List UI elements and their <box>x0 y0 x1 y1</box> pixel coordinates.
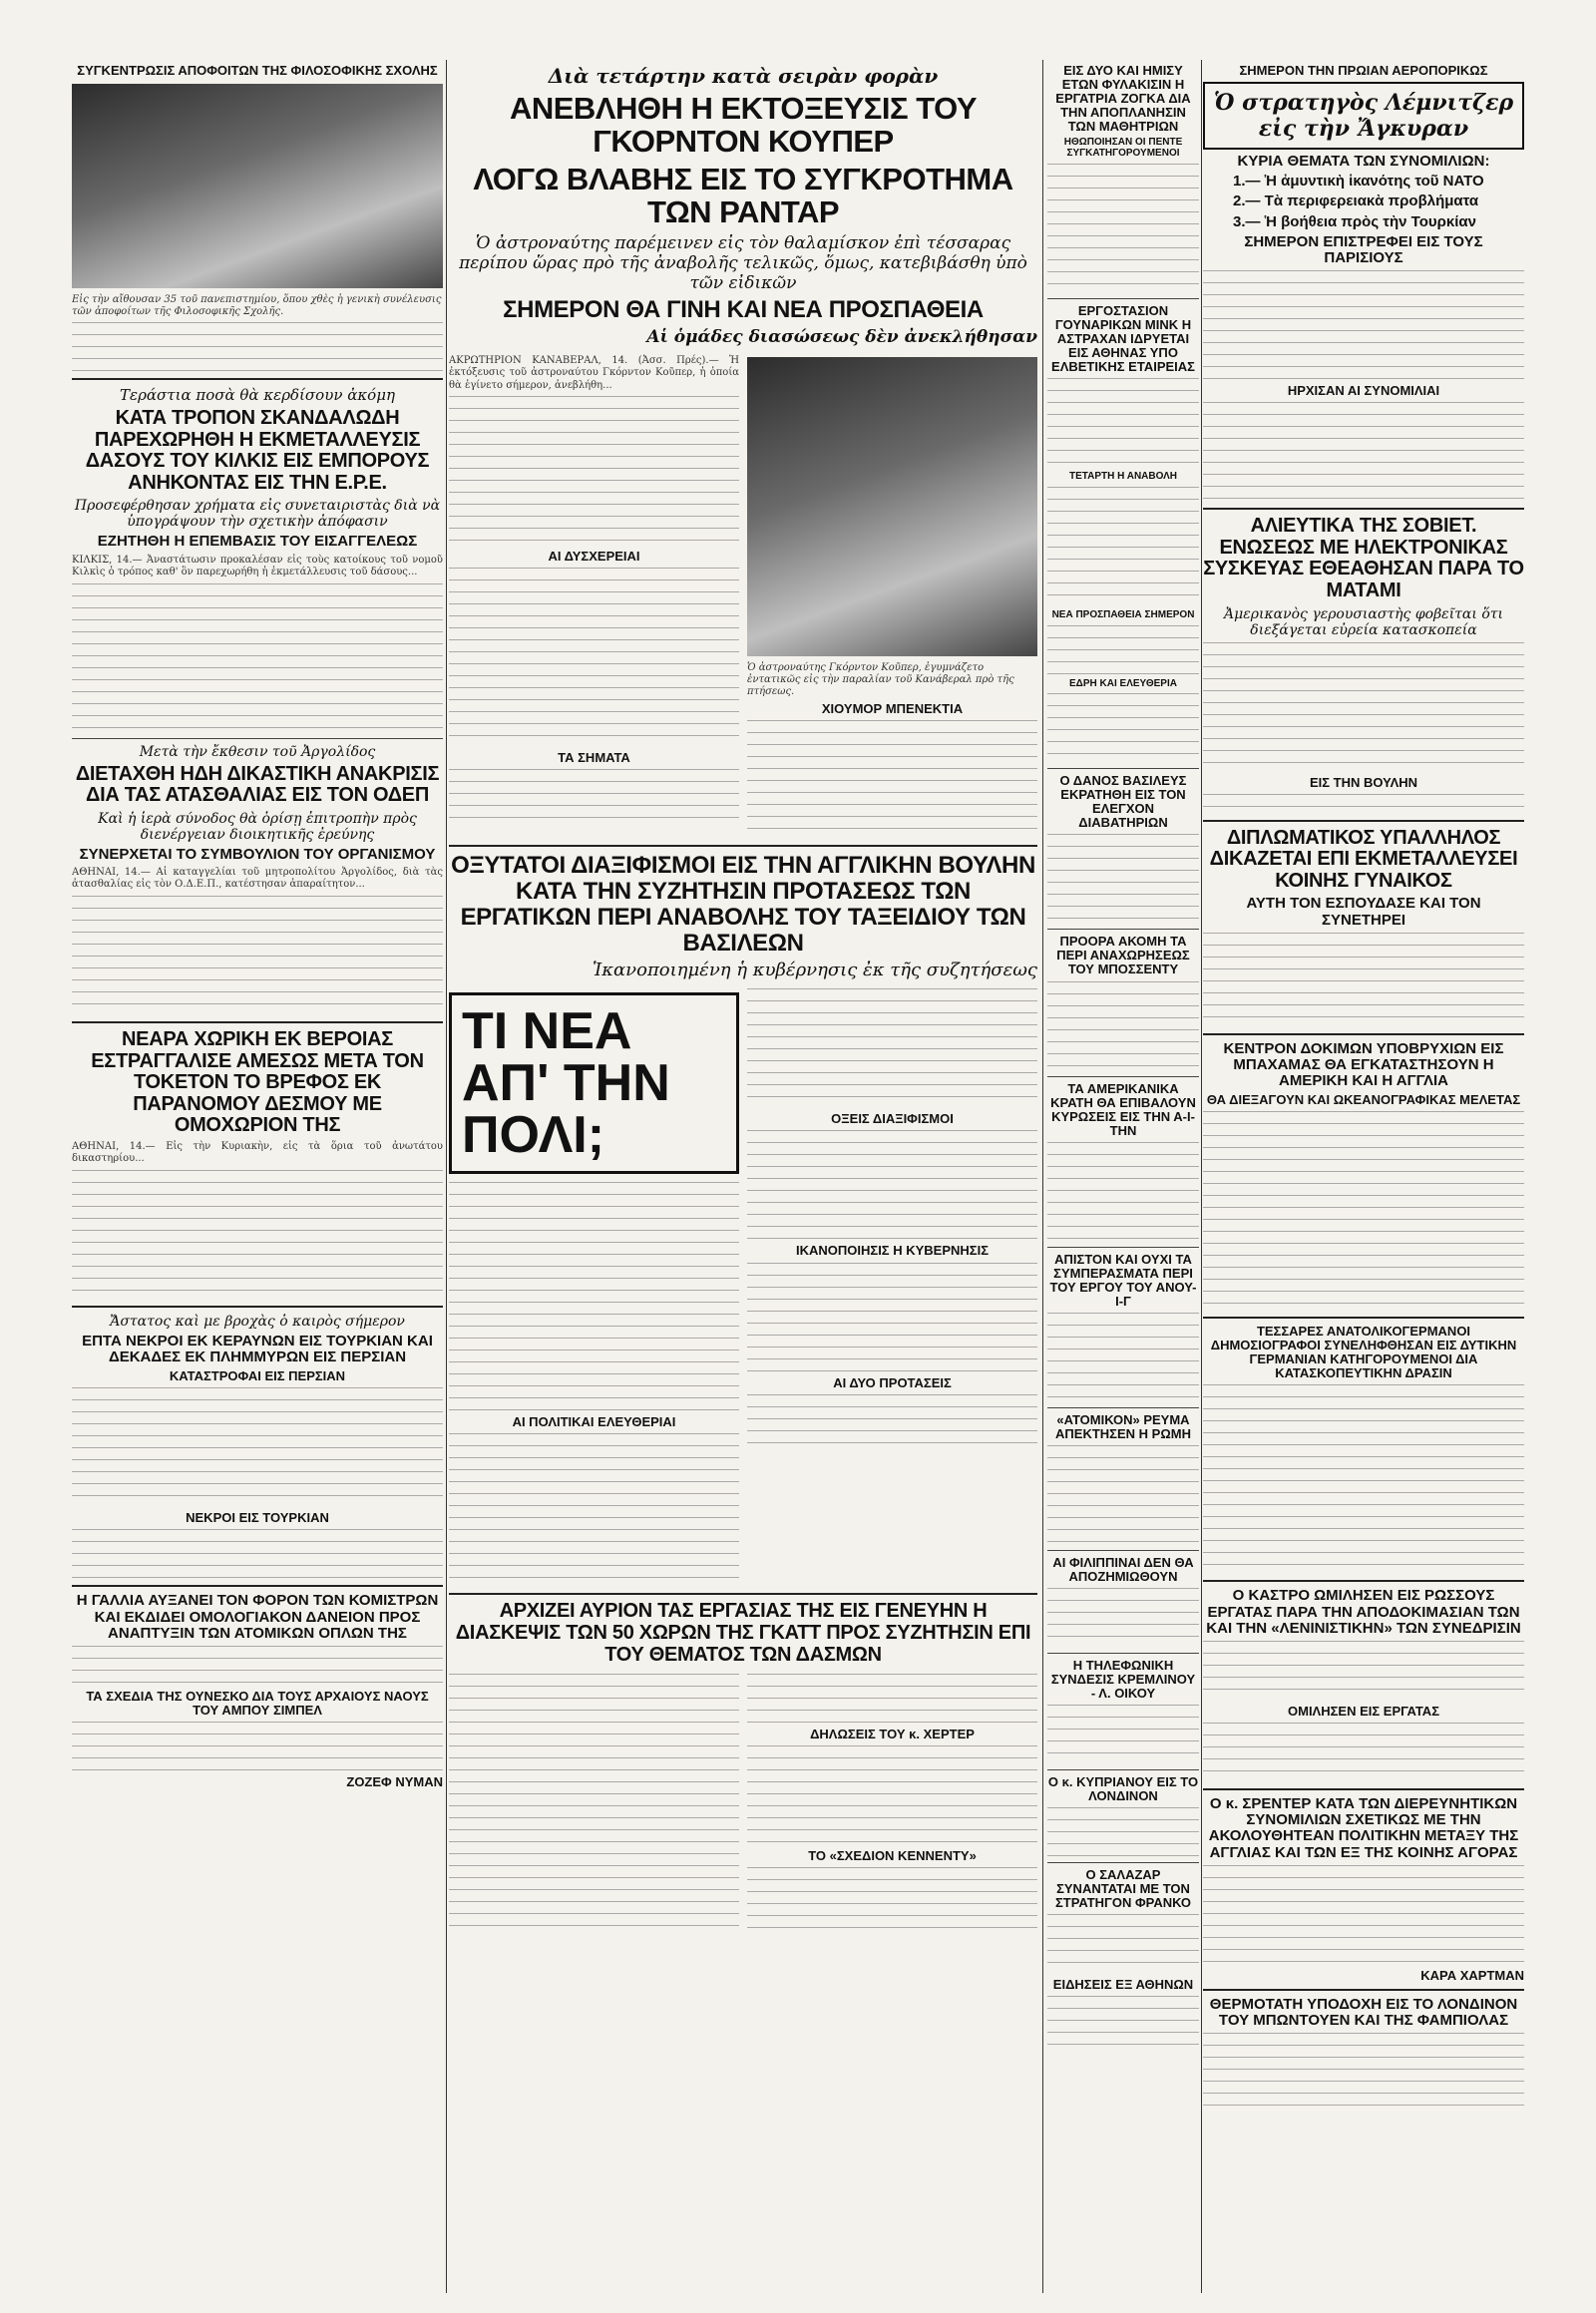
article-text <box>449 1433 739 1583</box>
headline: ΚΕΝΤΡΟΝ ΔΟΚΙΜΩΝ ΥΠΟΒΡΥΧΙΩΝ ΕΙΣ ΜΠΑΧΑΜΑΣ ΘΑ ΕΓΚΑΤΑΣΤΗΣΟΥΝ Η ΑΜΕΡΙΚΗ ΚΑΙ Η ΑΓΓΛΙΑ <box>1223 1039 1504 1090</box>
headline: Η ΤΗΛΕΦΩΝΙΚΗ ΣΥΝΔΕΣΙΣ ΚΡΕΜΛΙΝΟΥ - Λ. ΟΙΚΟΥ <box>1050 1657 1196 1701</box>
article-text <box>747 988 1037 1108</box>
byline: ΚΑΡΑ ΧΑΡΤΜΑΝ <box>1420 1967 1524 1983</box>
headline: ΣΗΜΕΡΟΝ ΕΠΙΣΤΡΕΦΕΙ ΕΙΣ ΤΟΥΣ ΠΑΡΙΣΙΟΥΣ <box>1244 232 1483 266</box>
headline: ΔΙΠΛΩΜΑΤΙΚΟΣ ΥΠΑΛΛΗΛΟΣ ΔΙΚΑΖΕΤΑΙ ΕΠΙ ΕΚΜΕΤΑΛΛΕΥΣΕΙ ΚΟΙΝΗΣ ΓΥΝΑΙΚΟΣ <box>1209 826 1518 892</box>
section-heading: ΙΚΑΝΟΠΟΙΗΣΙΣ Η ΚΥΒΕΡΝΗΣΙΣ <box>796 1243 989 1259</box>
kicker: ΣΗΜΕΡΟΝ ΤΗΝ ΠΡΩΙΑΝ ΑΕΡΟΠΟΡΙΚΩΣ <box>1239 63 1488 78</box>
text-column <box>747 984 1037 1587</box>
article-text <box>1047 625 1199 675</box>
article-text: ΑΘΗΝΑΙ, 14.— Αἱ καταγγελίαι τοῦ μητροπολίτου Ἀργολίδος, διὰ τὰς ἀτασθαλίας εἰς τὸν Ο.Δ.Ε.Π., κατέστησαν ἀπαραίτητον... <box>72 866 443 891</box>
article-text <box>72 322 443 372</box>
headline: ΚΑΤΑ ΤΡΟΠΟΝ ΣΚΑΝΔΑΛΩΔΗ ΠΑΡΕΧΩΡΗΘΗ Η ΕΚΜΕΤΑΛΛΕΥΣΙΣ ΔΑΣΟΥΣ ΤΟΥ ΚΙΛΚΙΣ ΕΙΣ ΕΜΠΟΡΟΥΣ ΑΝΗΚΟΝΤΑΣ ΕΙΣ ΤΗΝ Ε.Ρ.Ε. <box>85 407 430 494</box>
article-text <box>1203 642 1524 772</box>
column-rule <box>1042 60 1043 2293</box>
headline: ΝΕΑΡΑ ΧΩΡΙΚΗ ΕΚ ΒΕΡΟΙΑΣ ΕΣΤΡΑΓΓΑΛΙΣΕ ΑΜΕΣΩΣ ΜΕΤΑ ΤΟΝ ΤΟΚΕΤΟΝ ΤΟ ΒΡΕΦΟΣ ΕΚ ΠΑΡΑΝΟΜΟΥ ΔΕΣΜΟΥ ΜΕ ΟΜΟΧΩΡΙΟΝ ΤΗΣ <box>91 1027 424 1137</box>
headline-2: ΑΥΤΗ ΤΟΝ ΕΣΠΟΥΔΑΣΕ ΚΑΙ ΤΟΝ ΣΥΝΕΤΗΡΕΙ <box>1246 895 1481 929</box>
kicker: Διὰ τετάρτην κατὰ σειρὰν φορὰν <box>548 64 939 88</box>
photo-caption: Εἰς τὴν αἴθουσαν 35 τοῦ πανεπιστημίου, ὅπου χθὲς ἡ γενικὴ συνέλευσις τῶν ἀποφοίτων τῆς Φιλοσοφικῆς Σχολῆς. <box>72 294 442 318</box>
article-text <box>1203 270 1524 380</box>
article-text <box>1203 794 1524 814</box>
kicker: Αἱ ὁμάδες διασώσεως δὲν ἀνεκλήθησαν <box>646 326 1037 347</box>
column-3 <box>1047 60 1199 2293</box>
article-text <box>1203 1865 1524 1965</box>
headline: Ο κ. ΣΡΕΝΤΕΡ ΚΑΤΑ ΤΩΝ ΔΙΕΡΕΥΝΗΤΙΚΩΝ ΣΥΝΟΜΙΛΙΩΝ ΣΧΕΤΙΚΩΣ ΜΕ ΤΗΝ ΑΚΟΛΟΥΘΗΤΕΑΝ ΠΟΛΙΤΙΚΗΝ ΜΕΤΑΞΥ ΤΗΣ ΑΓΓΛΙΑΣ ΚΑΙ ΤΩΝ ΕΞ ΤΗΣ ΚΟΙΝΗΣ ΑΓΟΡΑΣ <box>1208 1795 1519 1861</box>
subheadline: Προσεφέρθησαν χρήματα εἰς συνεταιριστὰς διὰ νὰ ὑπογράψουν τὴν σχετικὴν ἀπόφασιν <box>74 498 441 531</box>
text-column <box>449 984 739 1587</box>
headline: Ο κ. ΚΥΠΡΙΑΝΟΥ ΕΙΣ ΤΟ ΛΟΝΔΙΝΟΝ <box>1047 1773 1199 1804</box>
headline: Ο ΚΑΣΤΡΟ ΩΜΙΛΗΣΕΝ ΕΙΣ ΡΩΣΣΟΥΣ ΕΡΓΑΤΑΣ ΠΑΡΑ ΤΗΝ ΑΠΟΔΟΚΙΜΑΣΙΑΝ ΤΩΝ ΚΑΙ ΤΗΝ «ΛΕΝΙΝΙΣΤΙΚΗΝ» ΤΩΝ ΣΥΝΕΔΡΙΣΙΝ <box>1206 1587 1521 1637</box>
article-text <box>1203 1723 1524 1782</box>
article-text <box>72 583 443 733</box>
headline: ΑΛΙΕΥΤΙΚΑ ΤΗΣ ΣΟΒΙΕΤ. ΕΝΩΣΕΩΣ ΜΕ ΗΛΕΚΤΡΟΝΙΚΑΣ ΣΥΣΚΕΥΑΣ ΕΘΕΑΘΗΣΑΝ ΠΑΡΑ ΤΟ ΜΑΤΑΜΙ <box>1203 515 1524 601</box>
headline: ΕΖΗΤΗΘΗ Η ΕΠΕΜΒΑΣΙΣ ΤΟΥ ΕΙΣΑΓΓΕΛΕΩΣ <box>97 533 418 551</box>
feature-title: ΤΙ ΝΕΑ ΑΠ' ΤΗΝ ΠΟΛΙ; <box>462 1002 670 1165</box>
section-heading: ΑΙ ΔΥΟ ΠΡΟΤΑΣΕΙΣ <box>833 1374 952 1390</box>
section-heading: ΤΕΤΑΡΤΗ Η ΑΝΑΒΟΛΗ <box>1068 470 1178 482</box>
article-text <box>747 1867 1037 1937</box>
article-text <box>1047 834 1199 924</box>
column-4 <box>1203 60 1524 2293</box>
subheadline: Ἀμερικανὸς γερουσιαστὴς φοβεῖται ὅτι διεξάγεται εὐρεία κατασκοπεία <box>1224 605 1503 638</box>
article-text <box>747 1263 1037 1372</box>
headline-frame <box>1203 82 1524 150</box>
subheadline: Ἱκανοποιημένη ἡ κυβέρνησις ἐκ τῆς συζητήσεως <box>593 960 1037 981</box>
headline: Ὁ στρατηγὸς Λέμνιτζερ εἰς τὴν Ἄγκυραν <box>1213 90 1514 143</box>
headline: ΤΕΣΣΑΡΕΣ ΑΝΑΤΟΛΙΚΟΓΕΡΜΑΝΟΙ ΔΗΜΟΣΙΟΓΡΑΦΟΙ ΣΥΝΕΛΗΦΘΗΣΑΝ ΕΙΣ ΔΥΤΙΚΗΝ ΓΕΡΜΑΝΙΑΝ ΚΑΤΗΓΟΡΟΥΜΕΝΟΙ ΔΙΑ ΚΑΤΑΣΚΟΠΕΥΤΙΚΗΝ ΔΡΑΣΙΝ <box>1210 1324 1517 1381</box>
article-text <box>72 1646 443 1686</box>
article-text <box>1047 378 1199 468</box>
headline: «ΑΤΟΜΙΚΟΝ» ΡΕΥΜΑ ΑΠΕΚΤΗΣΕΝ Η ΡΩΜΗ <box>1055 1411 1191 1441</box>
headline: ΣΥΝΕΡΧΕΤΑΙ ΤΟ ΣΥΜΒΟΥΛΙΟΝ ΤΟΥ ΟΡΓΑΝΙΣΜΟΥ <box>79 845 436 863</box>
text-column <box>747 1670 1037 1941</box>
section-heading: ΕΙΣ ΤΗΝ ΒΟΥΛΗΝ <box>1309 774 1418 790</box>
column-2 <box>449 60 1037 2293</box>
article-text <box>1203 1384 1524 1574</box>
article-text <box>1203 402 1524 502</box>
article-text <box>1203 1111 1524 1311</box>
headline: ΑΙ ΦΙΛΙΠΠΙΝΑΙ ΔΕΝ ΘΑ ΑΠΟΖΗΜΙΩΘΟΥΝ <box>1052 1554 1194 1584</box>
list-heading: ΚΥΡΙΑ ΘΕΜΑΤΑ ΤΩΝ ΣΥΝΟΜΙΛΙΩΝ: <box>1237 153 1490 171</box>
text-column <box>449 351 739 839</box>
section-heading: ΤΟ «ΣΧΕΔΙΟΝ ΚΕΝΝΕΝΤΥ» <box>808 1848 977 1864</box>
feature-box <box>449 992 739 1174</box>
article-text <box>1203 1641 1524 1701</box>
section-heading: ΟΞΕΙΣ ΔΙΑΞΙΦΙΣΜΟΙ <box>831 1111 954 1127</box>
kicker: ΗΘΩΠΟΙΗΣΑΝ ΟΙ ΠΕΝΤΕ ΣΥΓΚΑΤΗΓΟΡΟΥΜΕΝΟΙ <box>1063 137 1183 159</box>
section-heading: ΔΗΛΩΣΕΙΣ ΤΟΥ κ. ΧΕΡΤΕΡ <box>810 1727 975 1742</box>
column-1 <box>72 60 443 2293</box>
text-column <box>747 351 1037 839</box>
article-text <box>1047 1996 1199 2056</box>
photo-caption: Ὁ ἀστροναύτης Γκόρντον Κοῦπερ, ἐγυμνάζετο ἐντατικῶς εἰς τὴν παραλίαν τοῦ Κανάβεραλ πρὸ τῆς πτήσεως. <box>747 661 1014 697</box>
article-text: ΑΘΗΝΑΙ, 14.— Εἰς τὴν Κυριακὴν, εἰς τὰ ὅρια τοῦ ἀνωτάτου δικαστηρίου... <box>72 1140 443 1165</box>
headline: ΕΙΣ ΔΥΟ ΚΑΙ ΗΜΙΣΥ ΕΤΩΝ ΦΥΛΑΚΙΣΙΝ Η ΕΡΓΑΤΡΙΑ ΖΟΓΚΑ ΔΙΑ ΤΗΝ ΑΠΟΠΛΑΝΗΣΙΝ ΤΩΝ ΜΑΘΗΤΡΙΩΝ <box>1055 63 1191 135</box>
article-text <box>1047 693 1199 763</box>
list-item: 3.— Ἡ βοήθεια πρὸς τὴν Τουρκίαν <box>1233 212 1476 230</box>
section-heading: ΤΑ ΣΗΜΑΤΑ <box>558 750 630 766</box>
headline-2: ΘΑ ΔΙΕΞΑΓΟΥΝ ΚΑΙ ΩΚΕΑΝΟΓΡΑΦΙΚΑΣ ΜΕΛΕΤΑΣ <box>1206 1092 1521 1108</box>
article-text <box>72 1170 443 1300</box>
photo-astronaut <box>747 357 1037 656</box>
text-column <box>449 1670 739 1941</box>
article-text <box>747 1130 1037 1240</box>
article-text <box>747 1674 1037 1724</box>
headline: ΑΡΧΙΖΕΙ ΑΥΡΙΟΝ ΤΑΣ ΕΡΓΑΣΙΑΣ ΤΗΣ ΕΙΣ ΓΕΝΕΥΗΝ Η ΔΙΑΣΚΕΨΙΣ ΤΩΝ 50 ΧΩΡΩΝ ΤΗΣ ΓΚΑΤΤ ΠΡΟΣ ΣΥΖΗΤΗΣΙΝ ΕΠΙ ΤΟΥ ΘΕΜΑΤΟΣ ΤΩΝ ΔΑΣΜΩΝ <box>455 1600 1031 1666</box>
article-text <box>1047 1588 1199 1648</box>
section-heading: ΑΙ ΠΟΛΙΤΙΚΑΙ ΕΛΕΥΘΕΡΙΑΙ <box>512 1414 676 1430</box>
article-text <box>1203 2033 1524 2113</box>
photo-audience <box>72 84 443 288</box>
article-text <box>449 568 739 747</box>
list-item: 1.— Ἡ ἀμυντικὴ ἱκανότης τοῦ ΝΑΤΟ <box>1233 173 1484 191</box>
article-text <box>72 896 443 1015</box>
headline: ΤΑ ΑΜΕΡΙΚΑΝΙΚΑ ΚΡΑΤΗ ΘΑ ΕΠΙΒΑΛΟΥΝ ΚΥΡΩΣΕΙΣ ΕΙΣ ΤΗΝ Α-Ι-ΤΗΝ <box>1050 1080 1196 1138</box>
article-text <box>72 1529 443 1579</box>
article-text <box>1047 1914 1199 1974</box>
headline: Ο ΔΑΝΟΣ ΒΑΣΙΛΕΥΣ ΕΚΡΑΤΗΘΗ ΕΙΣ ΤΟΝ ΕΛΕΓΧΟΝ ΔΙΑΒΑΤΗΡΙΩΝ <box>1059 773 1187 831</box>
headline: ΣΗΜΕΡΟΝ ΘΑ ΓΙΝΗ ΚΑΙ ΝΕΑ ΠΡΟΣΠΑΘΕΙΑ <box>503 295 984 323</box>
story-body <box>449 1670 1037 1941</box>
column-rule <box>446 60 447 2293</box>
article-text <box>747 1745 1037 1845</box>
section-heading: ΕΔΡΗ ΚΑΙ ΕΛΕΥΘΕΡΙΑ <box>1069 677 1177 689</box>
headline: ΘΕΡΜΟΤΑΤΗ ΥΠΟΔΟΧΗ ΕΙΣ ΤΟ ΛΟΝΔΙΝΟΝ ΤΟΥ ΜΠΩΝΤΟΥΕΝ ΚΑΙ ΤΗΣ ΦΑΜΠΙΟΛΑΣ <box>1209 1995 1518 2030</box>
article-text <box>72 1387 443 1507</box>
section-heading: ΝΕΑ ΠΡΟΣΠΑΘΕΙΑ ΣΗΜΕΡΟΝ <box>1051 608 1195 620</box>
section-heading: ΟΜΙΛΗΣΕΝ ΕΙΣ ΕΡΓΑΤΑΣ <box>1288 1704 1439 1720</box>
story-body <box>449 351 1037 839</box>
article-text: ΚΙΛΚΙΣ, 14.— Ἀναστάτωσιν προκαλέσαν εἰς τοὺς κατοίκους τοῦ νομοῦ Κιλκὶς ὁ τρόπος καθ' ὃν παρεχωρήθη ἡ ἐκμετάλλευσις τοῦ δάσους... <box>72 554 443 578</box>
article-text <box>747 720 1037 835</box>
headline: Η ΓΑΛΛΙΑ ΑΥΞΑΝΕΙ ΤΟΝ ΦΟΡΟΝ ΤΩΝ ΚΟΜΙΣΤΡΩΝ ΚΑΙ ΕΚΔΙΔΕΙ ΟΜΟΛΟΓΙΑΚΟΝ ΔΑΝΕΙΟΝ ΠΡΟΣ ΑΝΑΠΤΥΞΙΝ ΤΩΝ ΑΤΟΜΙΚΩΝ ΟΠΛΩΝ ΤΗΣ <box>76 1592 439 1642</box>
headline: ΑΠΙΣΤΟΝ ΚΑΙ ΟΥΧΙ ΤΑ ΣΥΜΠΕΡΑΣΜΑΤΑ ΠΕΡΙ ΤΟΥ ΕΡΓΟΥ ΤΟΥ ΑΝΟΥ-Ι-Γ <box>1049 1251 1197 1309</box>
headline: ΠΡΟΟΡΑ ΑΚΟΜΗ ΤΑ ΠΕΡΙ ΑΝΑΧΩΡΗΣΕΩΣ ΤΟΥ ΜΠΟΣΣΕΝΤΥ <box>1056 934 1190 977</box>
article-text <box>1047 1142 1199 1242</box>
article-text <box>1047 1705 1199 1764</box>
headline: ΕΡΓΟΣΤΑΣΙΟΝ ΓΟΥΝΑΡΙΚΩΝ ΜΙΝΚ Η ΑΣΤΡΑΧΑΝ ΙΔΡΥΕΤΑΙ ΕΙΣ ΑΘΗΝΑΣ ΥΠΟ ΕΛΒΕΤΙΚΗΣ ΕΤΑΙΡΕΙΑΣ <box>1051 302 1195 374</box>
section-heading: ΤΑ ΣΧΕΔΙΑ ΤΗΣ ΟΥΝΕΣΚΟ ΔΙΑ ΤΟΥΣ ΑΡΧΑΙΟΥΣ ΝΑΟΥΣ ΤΟΥ ΑΜΠΟΥ ΣΙΜΠΕΛ <box>86 1688 429 1718</box>
article-text <box>449 1674 739 1933</box>
section-heading: ΝΕΚΡΟΙ ΕΙΣ ΤΟΥΡΚΙΑΝ <box>186 1510 329 1526</box>
headline: ΣΥΓΚΕΝΤΡΩΣΙΣ ΑΠΟΦΟΙΤΩΝ ΤΗΣ ΦΙΛΟΣΟΦΙΚΗΣ ΣΧΟΛΗΣ <box>77 63 438 78</box>
kicker: Τεράστια ποσὰ θὰ κερδίσουν ἀκόμη <box>120 386 395 405</box>
main-headline: ΑΝΕΒΛΗΘΗ Η ΕΚΤΟΞΕΥΣΙΣ ΤΟΥ ΓΚΟΡΝΤΟΝ ΚΟΥΠΕΡ <box>509 91 978 160</box>
article-text <box>747 1394 1037 1454</box>
story-body <box>449 984 1037 1587</box>
byline: ΖΟΖΕΦ ΝΥΜΑΝ <box>346 1774 443 1789</box>
article-text <box>449 1182 739 1411</box>
article-text: ΑΚΡΩΤΗΡΙΟΝ ΚΑΝΑΒΕΡΑΛ, 14. (Ἀσσ. Πρές).— Ἡ ἐκτόξευσις τοῦ ἀστροναύτου Γκόρντον Κοῦπερ, ἡ ὁποία θὰ ἐγίνετο σήμερον, ἀνεβλήθη... <box>449 354 739 391</box>
article-text <box>1047 1313 1199 1402</box>
kicker: Ἄστατος καὶ με βροχὰς ὁ καιρὸς σήμερον <box>110 1313 405 1330</box>
headline: ΔΙΕΤΑΧΘΗ ΗΔΗ ΔΙΚΑΣΤΙΚΗ ΑΝΑΚΡΙΣΙΣ ΔΙΑ ΤΑΣ ΑΤΑΣΘΑΛΙΑΣ ΕΙΣ ΤΟΝ ΟΔΕΠ <box>75 762 440 807</box>
section-heading: ΗΡΧΙΣΑΝ ΑΙ ΣΥΝΟΜΙΛΙΑΙ <box>1287 383 1440 399</box>
article-text <box>1047 981 1199 1071</box>
article-text <box>449 396 739 546</box>
section-heading: ΧΙΟΥΜΟΡ ΜΠΕΝΕΚΤΙΑ <box>821 700 964 716</box>
list-item: 2.— Τὰ περιφερειακὰ προβλήματα <box>1233 193 1479 210</box>
article-text <box>1047 1807 1199 1857</box>
article-text <box>1047 164 1199 293</box>
section-heading: ΑΙ ΔΥΣΧΕΡΕΙΑΙ <box>548 549 640 565</box>
subheadline: Καὶ ἡ ἱερὰ σύνοδος θὰ ὁρίσῃ ἐπιτροπὴν πρὸς διενέργειαν διοικητικῆς ἐρεύνης <box>98 810 417 843</box>
headline: Ο ΣΑΛΑΖΑΡ ΣΥΝΑΝΤΑΤΑΙ ΜΕ ΤΟΝ ΣΤΡΑΤΗΓΟΝ ΦΡΑΝΚΟ <box>1054 1867 1192 1911</box>
headline: ΕΙΔΗΣΕΙΣ ΕΞ ΑΘΗΝΩΝ <box>1052 1977 1194 1993</box>
article-text <box>449 769 739 829</box>
article-text <box>72 1722 443 1771</box>
article-text <box>1047 487 1199 606</box>
section-heading: ΚΑΤΑΣΤΡΟΦΑΙ ΕΙΣ ΠΕΡΣΙΑΝ <box>169 1368 346 1384</box>
headline: ΟΞΥΤΑΤΟΙ ΔΙΑΞΙΦΙΣΜΟΙ ΕΙΣ ΤΗΝ ΑΓΓΛΙΚΗΝ ΒΟΥΛΗΝ ΚΑΤΑ ΤΗΝ ΣΥΖΗΤΗΣΙΝ ΠΡΟΤΑΣΕΩΣ ΤΩΝ ΕΡΓΑΤΙΚΩΝ ΠΕΡΙ ΑΝΑΒΟΛΗΣ ΤΟΥ ΤΑΞΕΙΔΙΟΥ ΤΩΝ ΒΑΣΙΛΕΩΝ <box>451 851 1035 957</box>
main-headline-2: ΛΟΓΩ ΒΛΑΒΗΣ ΕΙΣ ΤΟ ΣΥΓΚΡΟΤΗΜΑ ΤΩΝ ΡΑΝΤΑΡ <box>473 161 1013 230</box>
subheadline: Ὁ ἀστροναύτης παρέμεινεν εἰς τὸν θαλαμίσκον ἐπὶ τέσσαρας περίπου ὥρας πρὸ τῆς ἀναβολῆς τελικῶς, ὅμως, κατεβιβάσθη ὑπὸ τῶν εἰδικῶν <box>459 232 1027 293</box>
kicker: Μετὰ τὴν ἔκθεσιν τοῦ Ἀργολίδος <box>139 743 376 760</box>
article-text <box>1047 1445 1199 1545</box>
column-rule <box>1201 60 1202 2293</box>
headline: ΕΠΤΑ ΝΕΚΡΟΙ ΕΚ ΚΕΡΑΥΝΩΝ ΕΙΣ ΤΟΥΡΚΙΑΝ ΚΑΙ ΔΕΚΑΔΕΣ ΕΚ ΠΛΗΜΜΥΡΩΝ ΕΙΣ ΠΕΡΣΙΑΝ <box>82 1332 433 1366</box>
article-text <box>1203 933 1524 1027</box>
